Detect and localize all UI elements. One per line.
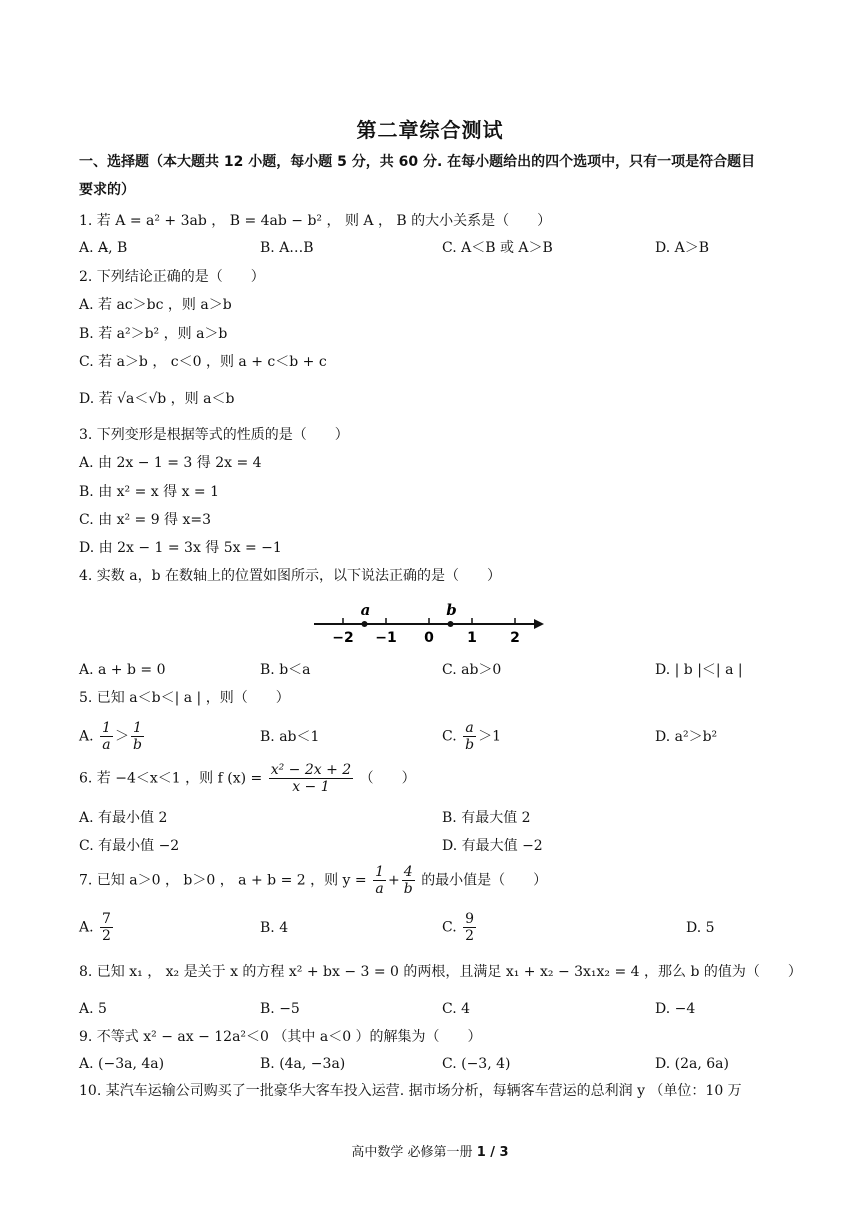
question-3-option-d: D. 由 2x − 1 = 3x 得 5x = −1 [79,540,282,556]
option-letter: C. [442,919,457,936]
option-letter: A. [79,728,94,745]
question-6-option-b: B. 有最大值 2 [442,810,531,826]
fraction [131,720,144,753]
fraction-denominator: a [375,881,384,897]
question-3-stem: 3. 下列变形是根据等式的性质的是（ ） [79,427,349,443]
fraction [269,762,353,795]
question-2-option-a: A. 若 ac＞bc ，则 a＞b [79,297,232,313]
question-7-stem [79,864,547,897]
question-9-option-c: C. (−3, 4) [442,1056,511,1072]
question-7-option-d: D. 5 [686,920,715,936]
question-4-option-c: C. ab＞0 [442,662,502,678]
question-4-option-b: B. b＜a [260,662,311,678]
fraction-numerator: 1 [102,720,111,736]
question-7-option-c [442,911,478,944]
number-line-figure [312,600,548,650]
fraction [463,911,476,944]
question-3-option-a: A. 由 2x − 1 = 3 得 2x = 4 [79,455,262,471]
question-2-stem: 2. 下列结论正确的是（ ） [79,269,265,285]
number-line-tick-label: −1 [375,630,397,646]
question-8-option-c: C. 4 [442,1001,471,1017]
fraction-denominator: b [465,737,475,753]
question-5-option-b: B. ab＜1 [260,729,320,745]
fraction-denominator: b [132,737,142,753]
number-line-tick-label: −2 [332,630,354,646]
fraction-denominator: 2 [102,928,111,944]
footer-text: 高中数学 必修第一册 [351,1145,473,1160]
fraction-numerator: 1 [375,864,385,880]
question-1-option-d: D. A＞B [655,240,710,256]
fraction-numerator: a [463,720,476,737]
question-10-stem: 10. 某汽车运输公司购买了一批豪华大客车投入运营. 据市场分析，每辆客车营运的总利润 y （单位：10 万 [79,1083,742,1099]
page-title: 第二章综合测试 [356,118,504,142]
number-line-point-b [448,621,454,627]
fraction-numerator: 9 [465,911,475,927]
question-6-option-c: C. 有最小值 −2 [79,838,180,854]
fraction-numerator: 4 [402,864,415,881]
question-1-stem: 1. 若 A = a² + 3ab ， B = 4ab − b² ， 则 A ， B 的大小关系是（ ） [79,213,552,229]
fraction [463,720,476,753]
question-8-stem: 8. 已知 x₁ ， x₂ 是关于 x 的方程 x² + bx − 3 = 0 的两根，且满足 x₁ + x₂ − 3x₁x₂ = 4 ，那么 b 的值为（ ） [79,964,802,980]
question-2-option-c: C. 若 a＞b ， c＜0 ，则 a + c＜b + c [79,354,327,370]
question-6-option-a: A. 有最小值 2 [79,810,168,826]
number-line-point-label: b [446,601,457,619]
fraction-denominator: b [403,881,413,897]
question-2-option-d: D. 若 √a＜√b ，则 a＜b [79,391,235,407]
stem-text: 的最小值是（ ） [421,872,548,889]
option-letter: C. [442,728,457,745]
fraction [100,911,113,944]
number-line-arrow [534,619,544,629]
section-heading-line2: 要求的） [79,182,135,198]
stem-text: 6. 若 −4＜x＜1 ，则 f (x) = [79,770,263,787]
question-8-option-d: D. −4 [655,1001,696,1017]
section-heading-line1: 一、选择题（本大题共 12 小题，每小题 5 分，共 60 分. 在每小题给出的四个选项中，只有一项是符合题目 [79,154,756,170]
number-line-tick-label: 1 [467,630,477,646]
question-8-option-b: B. −5 [260,1001,300,1017]
page-footer [0,1141,860,1160]
fraction [373,864,386,897]
question-6-option-d: D. 有最大值 −2 [442,838,543,854]
question-7-option-a [79,911,115,944]
number-line-point-a [362,621,368,627]
fraction-denominator: x − 1 [292,779,330,795]
question-3-option-b: B. 由 x² = x 得 x = 1 [79,484,220,500]
question-5-option-c [442,720,501,753]
question-1-option-b: B. A…B [260,240,314,256]
option-letter: A. [79,919,94,936]
question-1-option-a: A. A̶, B [79,240,128,256]
fraction-numerator: x² − 2x + 2 [270,762,352,778]
relation-symbol: ＞ [114,728,129,745]
question-3-option-c: C. 由 x² = 9 得 x=3 [79,512,212,528]
fraction-denominator: a [102,737,111,753]
plus-sign: + [388,872,400,889]
question-7-option-b: B. 4 [260,920,289,936]
question-2-option-b: B. 若 a²＞b² ，则 a＞b [79,326,228,342]
question-6-stem [79,762,416,795]
fraction-numerator: 7 [102,911,111,927]
stem-text: 7. 已知 a＞0 ， b＞0 ， a + b = 2 ，则 y = [79,872,367,889]
number-line-point-label: a [360,601,371,619]
question-9-option-b: B. (4a, −3a) [260,1056,346,1072]
question-9-option-a: A. (−3a, 4a) [79,1056,165,1072]
question-5-option-a [79,720,146,753]
question-9-option-d: D. (2a, 6a) [655,1056,729,1072]
fraction-denominator: 2 [465,928,475,944]
question-4-option-d: D. | b |＜| a | [655,662,743,678]
relation-text: ＞1 [478,728,502,745]
question-1-option-c: C. A＜B 或 A＞B [442,240,553,256]
question-5-option-d: D. a²＞b² [655,729,718,745]
fraction [402,864,415,897]
fraction-numerator: 1 [131,720,144,737]
question-5-stem: 5. 已知 a＜b＜| a | ，则（ ） [79,690,290,706]
answer-blank: （ ） [359,770,416,787]
fraction [100,720,113,753]
question-4-option-a: A. a + b = 0 [79,662,166,678]
page-number: 1 / 3 [476,1145,509,1160]
number-line-tick-label: 0 [424,630,434,646]
number-line-tick-label: 2 [510,630,520,646]
question-9-stem: 9. 不等式 x² − ax − 12a²＜0 （其中 a＜0 ）的解集为（ ） [79,1029,482,1045]
question-8-option-a: A. 5 [79,1001,107,1017]
question-4-stem: 4. 实数 a，b 在数轴上的位置如图所示，以下说法正确的是（ ） [79,568,502,584]
